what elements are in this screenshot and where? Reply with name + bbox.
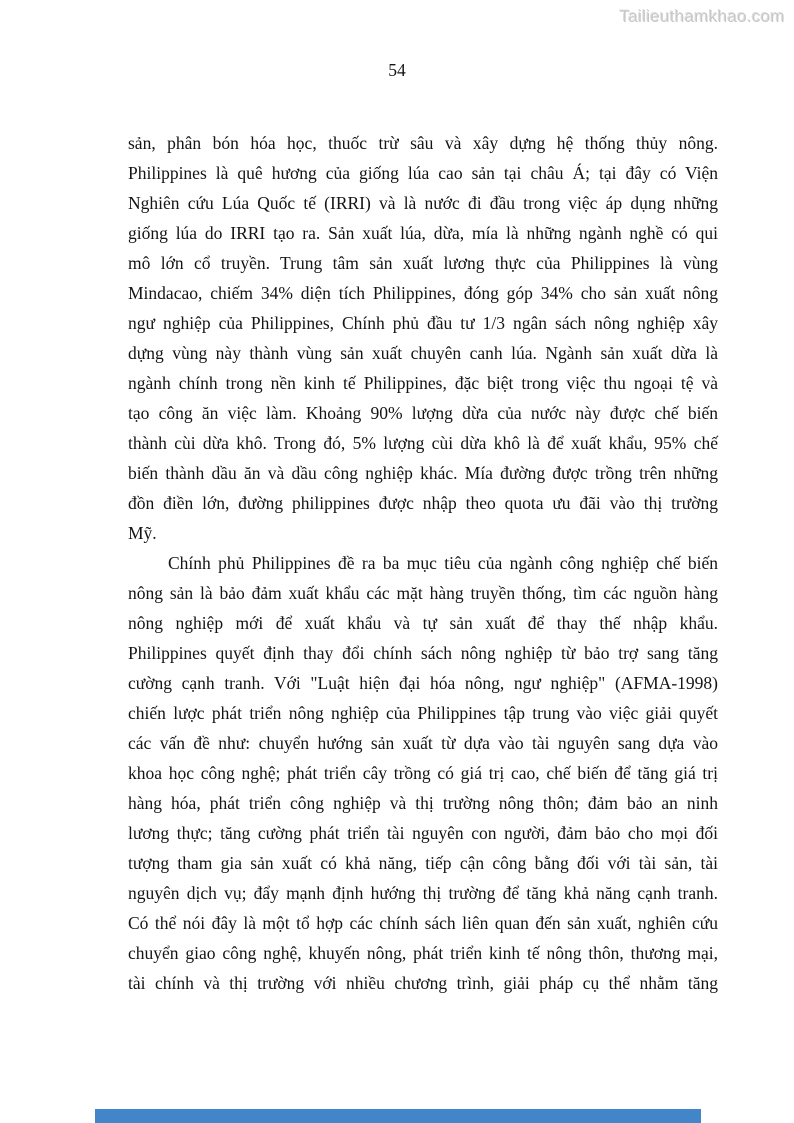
- text-line: dựng vùng này thành vùng sản xuất chuyên canh lúa. Ngành sản xuất dừa là: [128, 343, 718, 363]
- text-line: tài chính và thị trường với nhiều chương trình, giải pháp cụ thể nhằm tăng: [128, 973, 718, 993]
- text-line: Chính phủ Philippines đề ra ba mục tiêu của ngành công nghiệp chế biến: [168, 553, 718, 573]
- text-line: biến thành dầu ăn và dầu công nghiệp khác. Mía đường được trồng trên những: [128, 463, 718, 483]
- text-line: cường cạnh tranh. Với "Luật hiện đại hóa nông, ngư nghiệp" (AFMA-1998): [128, 673, 718, 693]
- text-line: lương thực; tăng cường phát triển tài nguyên con người, đảm bảo cho mọi đối: [128, 823, 718, 843]
- text-line: ngành chính trong nền kinh tế Philippines, đặc biệt trong việc thu ngoại tệ và: [128, 373, 718, 393]
- text-line: đồn điền lớn, đường philippines được nhập theo quota ưu đãi vào thị trường: [128, 493, 718, 513]
- paragraph: [128, 128, 718, 548]
- text-line: các vấn đề như: chuyển hướng sản xuất từ dựa vào tài nguyên sang dựa vào: [128, 733, 718, 753]
- text-line: thành cùi dừa khô. Trong đó, 5% lượng cùi dừa khô là để xuất khẩu, 95% chế: [128, 433, 718, 453]
- text-line: Có thể nói đây là một tổ hợp các chính sách liên quan đến sản xuất, nghiên cứu: [128, 913, 718, 933]
- page-number: 54: [388, 60, 406, 80]
- watermark: Tailieuthamkhao.com: [619, 7, 785, 26]
- text-line: Philippines là quê hương của giống lúa cao sản tại châu Á; tại đây có Viện: [128, 163, 718, 183]
- text-line: giống lúa do IRRI tạo ra. Sản xuất lúa, dừa, mía là những ngành nghề có qui: [128, 223, 718, 243]
- text-line: hàng hóa, phát triển công nghiệp và thị trường nông thôn; đảm bảo an ninh: [128, 793, 718, 813]
- text-line: Mỹ.: [128, 523, 157, 543]
- text-line: nguyên dịch vụ; đẩy mạnh định hướng thị trường để tăng khả năng cạnh tranh.: [128, 883, 718, 903]
- page-body: [128, 128, 718, 998]
- text-line: Mindacao, chiếm 34% diện tích Philippines, đóng góp 34% cho sản xuất nông: [128, 283, 718, 303]
- text-line: mô lớn cổ truyền. Trung tâm sản xuất lương thực của Philippines là vùng: [128, 253, 718, 273]
- text-line: ngư nghiệp của Philippines, Chính phủ đầu tư 1/3 ngân sách nông nghiệp xây: [128, 313, 718, 333]
- text-line: Nghiên cứu Lúa Quốc tế (IRRI) và là nước đi đầu trong việc áp dụng những: [128, 193, 718, 213]
- text-line: khoa học công nghệ; phát triển cây trồng có giá trị cao, chế biến để tăng giá trị: [128, 763, 718, 783]
- text-line: tượng tham gia sản xuất có khả năng, tiếp cận công bằng đối với tài sản, tài: [128, 853, 718, 873]
- text-line: sản, phân bón hóa học, thuốc trừ sâu và xây dựng hệ thống thủy nông.: [128, 133, 718, 153]
- text-line: chiến lược phát triển nông nghiệp của Philippines tập trung vào việc giải quyết: [128, 703, 718, 723]
- text-line: chuyển giao công nghệ, khuyến nông, phát triển kinh tế nông thôn, thương mại,: [128, 943, 718, 963]
- text-line: Philippines quyết định thay đổi chính sách nông nghiệp từ bảo trợ sang tăng: [128, 643, 718, 663]
- text-line: nông nghiệp mới để xuất khẩu và tự sản xuất để thay thế nhập khẩu.: [128, 613, 718, 633]
- footer-highlight-bar: [95, 1109, 701, 1123]
- paragraph: [128, 548, 718, 998]
- text-line: nông sản là bảo đảm xuất khẩu các mặt hàng truyền thống, tìm các nguồn hàng: [128, 583, 718, 603]
- text-line: tạo công ăn việc làm. Khoảng 90% lượng dừa của nước này được chế biến: [128, 403, 718, 423]
